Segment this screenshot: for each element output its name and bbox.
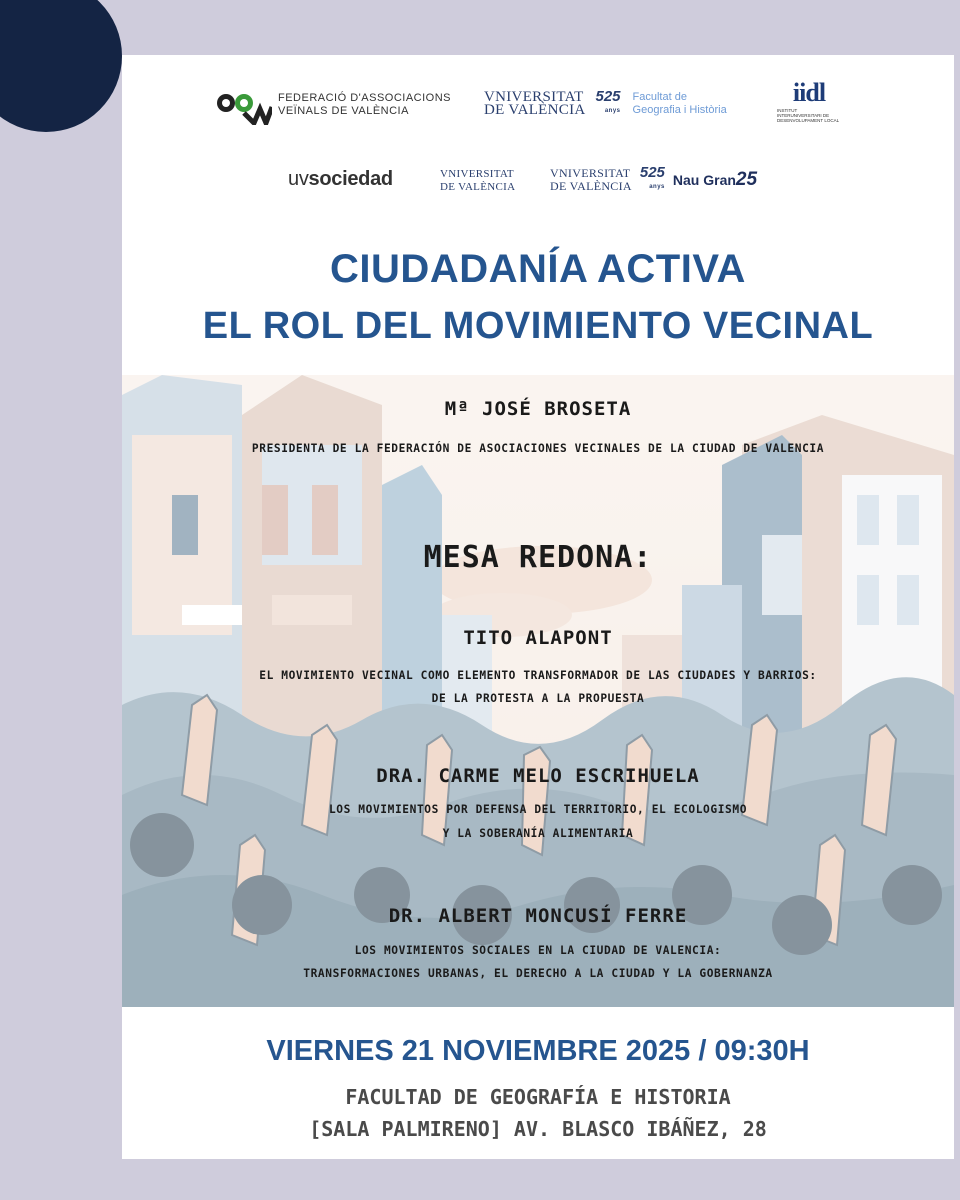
faavv-logo	[214, 85, 451, 125]
uv-logo-small	[440, 168, 515, 194]
facultat-line1: Facultat de	[632, 91, 687, 103]
panelist-1-topic-line1: EL MOVIMIENTO VECINAL COMO ELEMENTO TRANSFORMADOR DE LAS CIUDADES Y BARRIOS:	[259, 669, 817, 682]
faavv-name-line1: FEDERACIÓ D'ASSOCIACIONS	[278, 92, 452, 104]
uv-small-line2: DE VALÈNCIA	[440, 181, 516, 193]
faavv-name-line2: VEÏNALS DE VALÈNCIA	[278, 105, 409, 117]
panelist-1-name: TITO ALAPONT	[463, 627, 613, 649]
nau-gran-text: Nau Gran	[672, 172, 736, 188]
nau-gran-logo	[550, 166, 757, 194]
facultat-line2: Geografia i Història	[632, 104, 727, 116]
panelist-1-topic-line2: DE LA PROTESTA A LA PROPUESTA	[431, 692, 645, 705]
poster-title-line2: EL ROL DEL MOVIMIENTO VECINAL	[202, 305, 874, 347]
uvsociedad-prefix: uv	[288, 168, 309, 190]
panelist-2-name: DRA. CARME MELO ESCRIHUELA	[376, 765, 700, 787]
nau-gran-wordmark	[673, 169, 757, 191]
decorative-corner-circle	[0, 0, 122, 132]
uv-525-number-small: 525	[639, 164, 665, 181]
uv-525-number: 525	[595, 88, 621, 105]
uv-525-anys: anys	[604, 108, 621, 114]
uv-name-line2: DE VALÈNCIA	[484, 102, 586, 118]
logo-row-top	[122, 80, 954, 135]
uv-525-badge	[596, 90, 621, 118]
uv-facultat-logo	[484, 90, 727, 118]
uv-name-line1: VNIVERSITAT	[484, 89, 584, 105]
panelist-3-topic-line1: LOS MOVIMIENTOS SOCIALES EN LA CIUDAD DE VALENCIA:	[354, 944, 722, 957]
iidl-subtitle: INSTITUT INTERUNIVERSITARI DE DESENVOLUPAMENT LOCAL	[777, 108, 840, 123]
opening-speaker-role: PRESIDENTA DE LA FEDERACIÓN DE ASOCIACIONES VECINALES DE LA CIUDAD DE VALENCIA	[251, 442, 825, 455]
iidl-logo	[777, 80, 841, 123]
uvsociedad-word: sociedad	[308, 168, 393, 190]
uv-nau-line1: VNIVERSITAT	[550, 166, 631, 180]
uvsociedad-logo	[288, 168, 393, 191]
panelist-3-name: DR. ALBERT MONCUSÍ FERRE	[388, 905, 688, 927]
event-datetime: VIERNES 21 NOVIEMBRE 2025 / 09:30H	[266, 1035, 810, 1067]
venue-line2: [SALA PALMIRENO] AV. BLASCO IBÁÑEZ, 28	[309, 1117, 767, 1141]
uv-small-line1: VNIVERSITAT	[440, 168, 514, 180]
panelist-3-topic-line2: TRANSFORMACIONES URBANAS, EL DERECHO A LA CIUDAD Y LA GOBERNANZA	[303, 967, 773, 980]
poster-title-line1: CIUDADANÍA ACTIVA	[330, 247, 746, 291]
logo-row-bottom	[122, 160, 954, 200]
uv-525-badge-small	[640, 166, 665, 194]
uv-525-anys-small: anys	[649, 184, 665, 190]
venue-line1: FACULTAD DE GEOGRAFÍA E HISTORIA	[345, 1085, 731, 1109]
mesa-redona-heading: MESA REDONA:	[423, 540, 653, 575]
opening-speaker-name: Mª JOSÉ BROSETA	[444, 398, 632, 420]
iidl-logo-mark: iidl	[792, 78, 826, 107]
panelist-2-topic-line1: LOS MOVIMIENTOS POR DEFENSA DEL TERRITORIO, EL ECOLOGISMO	[328, 803, 748, 816]
panelist-2-topic-line2: Y LA SOBERANÍA ALIMENTARIA	[442, 827, 634, 840]
uv-nau-line2: DE VALÈNCIA	[550, 179, 632, 193]
event-poster	[122, 55, 954, 1159]
nau-gran-25: 25	[735, 169, 758, 190]
faavv-logo-mark	[214, 85, 272, 125]
